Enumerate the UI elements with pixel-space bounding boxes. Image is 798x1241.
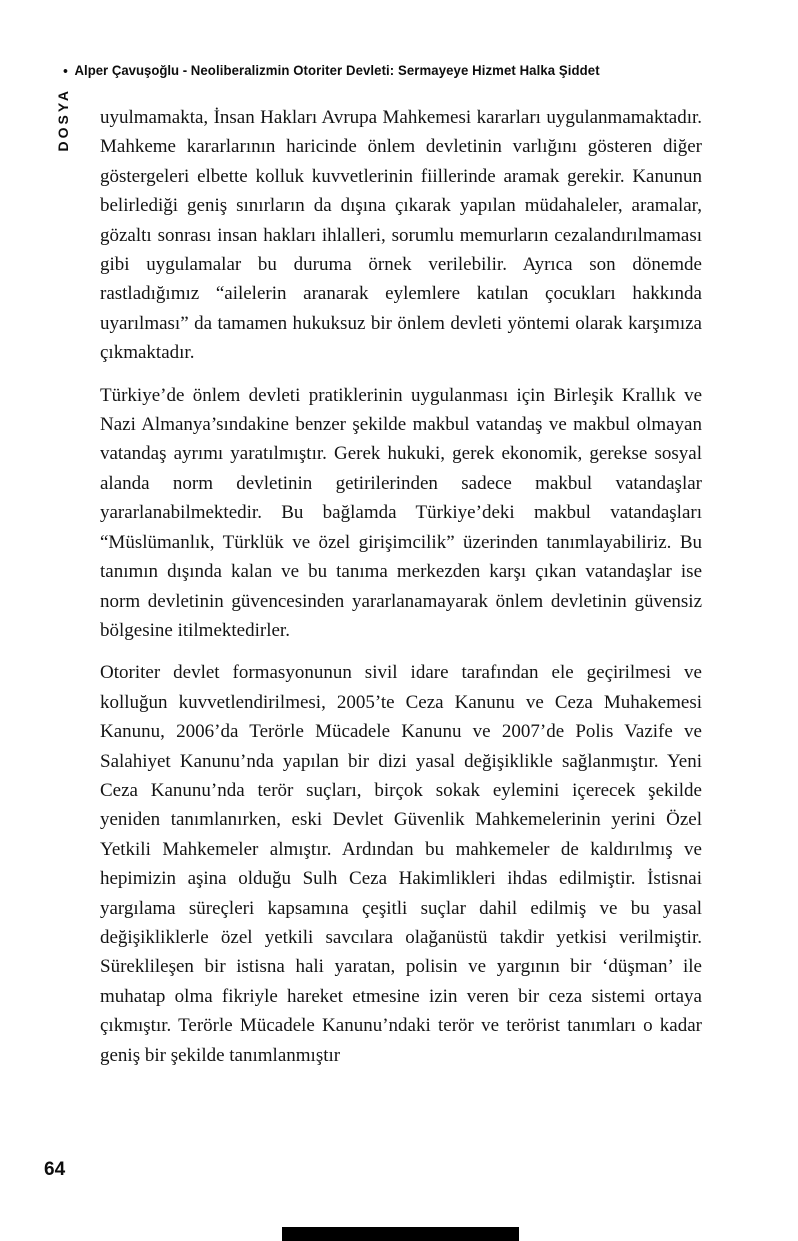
section-label-dosya: DOSYA xyxy=(55,88,71,152)
bottom-bar xyxy=(282,1227,519,1241)
header-title: Neoliberalizmin Otoriter Devleti: Sermayeye Hizmet Halka Şiddet xyxy=(190,62,600,78)
paragraph-1: uyulmamakta, İnsan Hakları Avrupa Mahkemesi kararları uygulanmamaktadır. Mahkeme kararlarının haricinde önlem devletinin varlığını gösteren diğer göstergeleri elbette kolluk kuvvetlerinin fiillerinde aramak gerekir. Kanunun belirlediği geniş sınırların da dışına çıkarak yapılan müdahaleler, aramalar, gözaltı sonrası insan hakları ihlalleri, sorumlu memurların cezalandırılmaması gibi uygulamalar bu duruma örnek verilebilir. Ayrıca son dönemde rastladığımız “ailelerin aranarak eylemlere katılan çocukları hakkında uyarılması” da tamamen hukuksuz bir önlem devleti yöntemi olarak karşımıza çıkmaktadır. xyxy=(100,107,702,364)
article-body xyxy=(100,103,702,1083)
page-header xyxy=(63,61,683,81)
paragraph-3: Otoriter devlet formasyonunun sivil idare tarafından ele geçirilmesi ve kolluğun kuvvetlendirilmesi, 2005’te Ceza Kanunu ve Ceza Muhakemesi Kanunu, 2006’da Terörle Mücadele Kanunu ve 2007’de Polis Vazife ve Salahiyet Kanunu’nda yapılan bir dizi yasal değişiklikle sağlanmıştır. Yeni Ceza Kanunu’nda terör suçları, birçok sokak eylemini içerecek şekilde yeniden tanımlanırken, eski Devlet Güvenlik Mahkemelerinin yerini Özel Yetkili Mahkemeler almıştır. Ardından bu mahkemeler de kaldırılmış ve hepimizin aşina olduğu Sulh Ceza Hakimlikleri ihdas edilmiştir. İstisnai yargılama süreçleri kapsamına çeşitli suçlar dahil edilmiş ve bu yasal değişikliklerle özel yetkili savcılara olağanüstü takdir yetkisi verilmiştir. Süreklileşen bir istisna hali yaratan, polisin ve yargının bir ‘düşman’ ile muhatap olma fikriyle hareket etmesine izin veren bir ceza sistemi ortaya çıkmıştır. Terörle Mücadele Kanunu’ndaki terör ve terörist tanımları o kadar geniş bir şekilde tanımlanmıştır xyxy=(100,662,702,1066)
header-author: Alper Çavuşoğlu - xyxy=(74,62,191,78)
paragraph-2: Türkiye’de önlem devleti pratiklerinin uygulanması için Birleşik Krallık ve Nazi Almanya’sındakine benzer şekilde makbul vatandaş ve makbul olmayan vatandaş ayrımı yaratılmıştır. Gerek hukuki, gerek ekonomik, gerekse sosyal alanda norm devletinin getirilerinden sadece makbul vatandaşlar yararlanabilmektedir. Bu bağlamda Türkiye’deki makbul vatandaşları “Müslümanlık, Türklük ve özel girişimcilik” üzerinden tanımlayabiliriz. Bu tanımın dışında kalan ve bu tanıma merkezden karşı çıkan vatandaşlar ise norm devletinin güvencesinden yararlanamayarak önlem devletinin güvensiz bölgesine itilmektedirler. xyxy=(100,384,702,641)
bullet-icon: • xyxy=(63,63,68,80)
page-number: 64 xyxy=(44,1159,66,1180)
